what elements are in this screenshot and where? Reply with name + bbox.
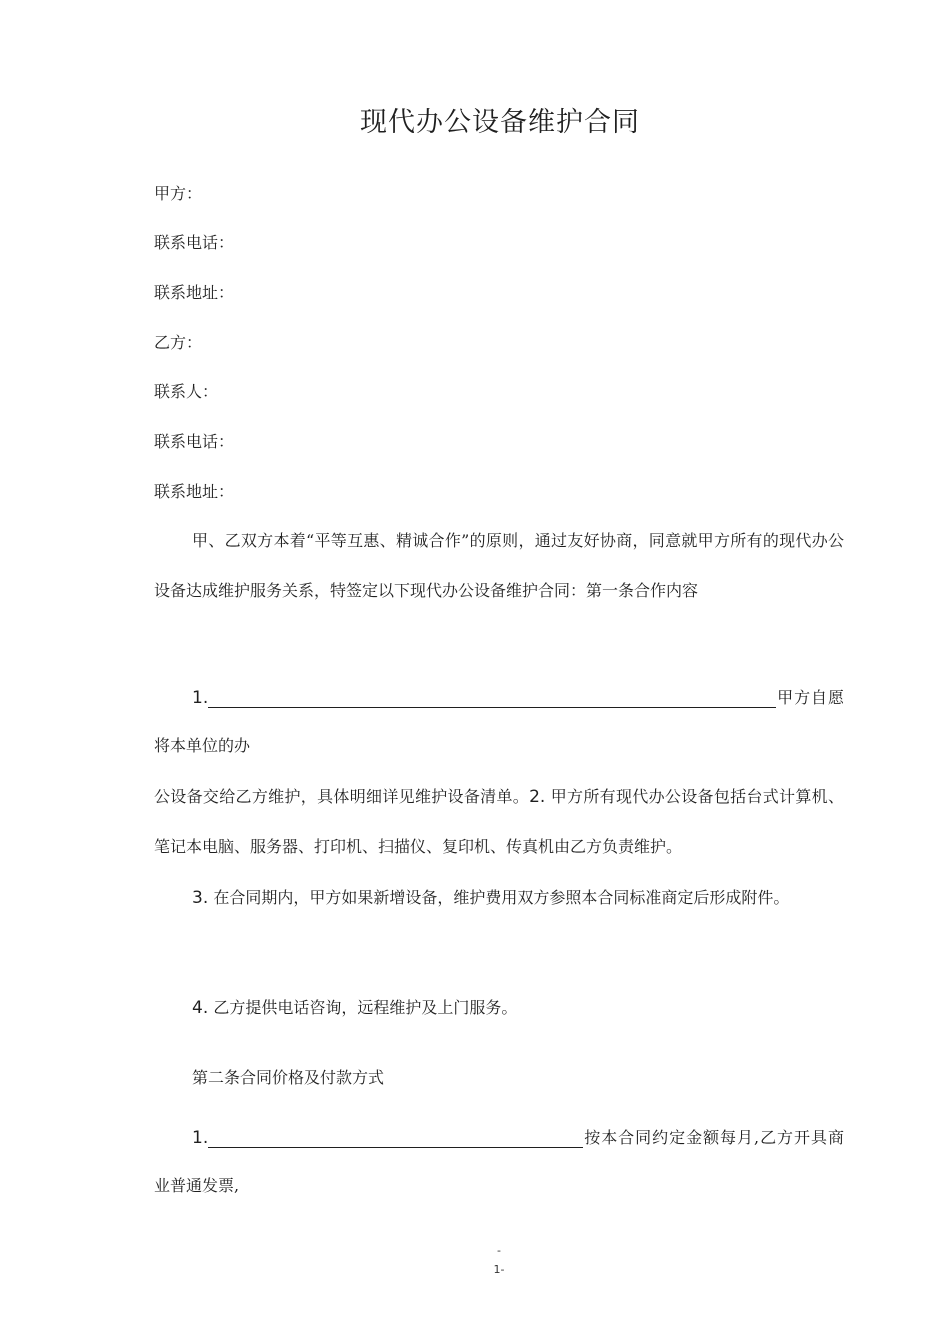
article1-item4-text: 乙方提供电话咨询，远程维护及上门服务。 — [208, 998, 518, 1017]
article1-item1 — [154, 674, 844, 770]
fill-in-blank — [208, 1127, 583, 1148]
article2-item1-paragraph — [154, 1114, 844, 1210]
article1-item1-2-paragraph — [154, 772, 844, 872]
article1-item2-text: 甲方所有现代办公设备包括台式计算机、笔记本电脑、服务器、打印机、扫描仪、复印机、传真机由乙方负责维护。 — [154, 787, 844, 856]
party-b-address-label: 联系地址： — [154, 482, 235, 501]
party-a-address-label: 联系地址： — [154, 283, 235, 302]
article1-item4-paragraph — [154, 983, 844, 1033]
article1-item3-paragraph — [154, 873, 844, 923]
party-b-phone-label: 联系电话： — [154, 432, 235, 451]
page-number: 1- — [493, 1263, 505, 1276]
party-b-contact-label: 联系人： — [154, 382, 219, 401]
party-a-name-label: 甲方： — [154, 184, 203, 203]
footer-dash: - — [497, 1244, 501, 1257]
article2-item1-number: 1. — [192, 1128, 209, 1148]
fill-in-blank — [208, 687, 776, 708]
article2-item1-text: 按本合同约定金额每月,乙方开具商业普通发票, — [154, 1128, 844, 1195]
article1-item2-number: 2. — [529, 787, 546, 807]
article2-heading: 第二条合同价格及付款方式 — [192, 1068, 385, 1087]
document-title: 现代办公设备维护合同 — [360, 107, 640, 138]
article1-item1-suffix: 甲方自愿将本单位的办 — [154, 688, 844, 755]
article1-item3-text: 在合同期内，甲方如果新增设备，维护费用双方参照本合同标准商定后形成附件。 — [208, 888, 790, 907]
party-b-name-label: 乙方： — [154, 333, 203, 352]
article1-item3-number: 3. — [192, 888, 209, 908]
article1-item1-number: 1. — [192, 688, 209, 708]
article1-item4-number: 4. — [192, 998, 209, 1018]
intro-paragraph: 甲、乙双方本着“平等互惠、精诚合作”的原则，通过友好协商，同意就甲方所有的现代办公设备达成维护服务关系，特签定以下现代办公设备维护合同：第一条合作内容 — [154, 531, 844, 600]
party-a-phone-label: 联系电话： — [154, 233, 235, 252]
article1-item1-continuation: 公设备交给乙方维护，具体明细详见维护设备清单。 — [154, 787, 530, 806]
